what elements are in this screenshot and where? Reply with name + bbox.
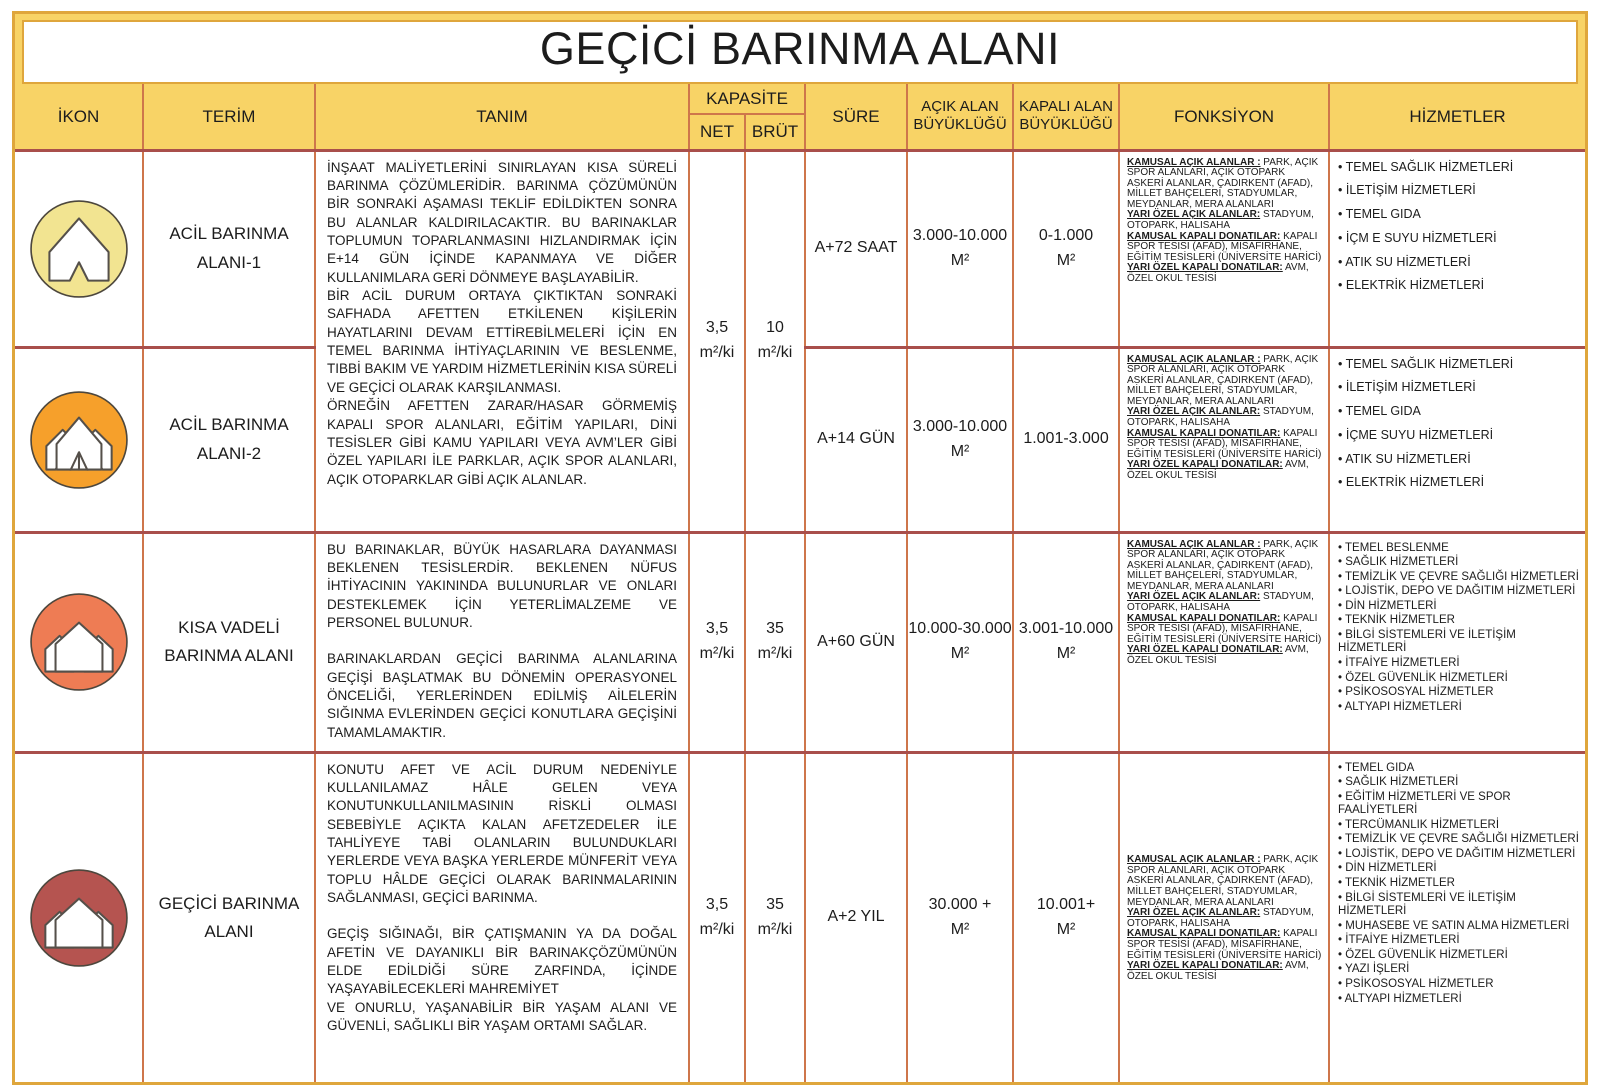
table-frame (12, 11, 1588, 1085)
function-category-text: KAPALI SPOR TESİSİ (AFAD), MİSAFİRHANE, EĞİTİM TESİSLERİ (ÜNİVERSİTE HARİCİ) (1127, 928, 1322, 961)
houses-icon (28, 591, 130, 693)
open-area-cell: 3.000-10.000 M² (907, 150, 1013, 347)
definition-paragraph: ÖRNEĞİN AFETTEN ZARAR/HASAR GÖRMEMİŞ KAPALI SPOR ALANLARI, EĞİTİM YAPILARI, DİNİ TESİSLER GİBİ KAMU YAPILARI VEYA AVM’LER GİBİ ÖZEL YAPILARI İLE PARKLAR, AÇIK SPOR ALANLARI, AÇIK OTOPARKLAR GİBİ AÇIK ALANLAR. (327, 398, 677, 487)
table-row (15, 532, 1585, 752)
closed-area-cell: 3.001-10.000 M² (1013, 532, 1119, 752)
icon-cell (15, 347, 143, 532)
function-category-text: PARK, AÇIK SPOR ALANLARI, AÇIK OTOPARK ASKERİ ALANLAR, ÇADIRKENT (AFAD), MİLLET BAHÇELERİ, STADYUMLAR, MEYDANLAR, MERA ALANLARI (1127, 854, 1319, 908)
function-category-text: STADYUM, OTOPARK, HALISAHA (1127, 907, 1314, 929)
definition-paragraph: VE ONURLU, YAŞANABİLİR BİR YAŞAM ALANI VE GÜVENLİ, SAĞLIKLI BİR YAŞAM ORTAMI SAĞLAR. (327, 999, 677, 1034)
service-item: • SAĞLIK HİZMETLERİ (1338, 556, 1579, 570)
service-item: • YAZI İŞLERİ (1338, 963, 1579, 977)
service-item: • LOJİSTİK, DEPO VE DAĞITIM HİZMETLERİ (1338, 848, 1579, 862)
term-cell (143, 532, 315, 752)
function-cell (1119, 532, 1329, 752)
definition-cell (315, 532, 689, 752)
col-header-acik-alan: AÇIK ALAN BÜYÜKLÜĞÜ (907, 84, 1013, 150)
function-cell (1119, 347, 1329, 532)
col-header-fonksiyon: FONKSİYON (1119, 84, 1329, 150)
function-category-label: KAMUSAL AÇIK ALANLAR : (1127, 156, 1261, 168)
service-item: • İLETİŞİM HİZMETLERİ (1338, 183, 1579, 198)
service-item: • PSİKOSOSYAL HİZMETLER (1338, 978, 1579, 992)
service-item: • DİN HİZMETLERİ (1338, 862, 1579, 876)
function-category-label: YARI ÖZEL AÇIK ALANLAR: (1127, 907, 1261, 919)
services-cell (1329, 347, 1585, 532)
shelter-table (15, 84, 1585, 1082)
function-category-label: KAMUSAL AÇIK ALANLAR : (1127, 353, 1261, 365)
service-item: • EĞİTİM HİZMETLERİ VE SPOR FAALİYETLERİ (1338, 791, 1579, 818)
term-cell (143, 150, 315, 347)
term-label: ACİL BARINMA ALANI-1 (169, 224, 289, 272)
definition-paragraph: BİR ACİL DURUM ORTAYA ÇIKTIKTAN SONRAKİ SAFHADA AFETTEN ETKİLENEN KİŞİLERİN HAYATLARINI DEVAM ETTİREBİLMELERİ İÇİN EN TEMEL BARINMA İHTİYAÇLARININ VE BESLENME, TIBBİ BAKIM VE YARDIM HİZMETLERİNİN KISA SÜRELİ VE GEÇİCİ OLARAK KARŞILANMASI. (327, 288, 677, 395)
net-cell: 3,5 m²/ki (689, 752, 745, 1082)
function-category-text: AVM, ÖZEL OKUL TESİSİ (1127, 960, 1309, 982)
col-header-ikon: İKON (15, 84, 143, 150)
service-item: • TEKNİK HİZMETLER (1338, 614, 1579, 628)
table-row (15, 752, 1585, 1082)
function-category-label: KAMUSAL KAPALI DONATILAR: (1127, 230, 1281, 242)
col-header-net: NET (689, 114, 745, 150)
service-item: • MUHASEBE VE SATIN ALMA HİZMETLERİ (1338, 920, 1579, 934)
houses-icon (28, 867, 130, 969)
service-item: • TEMEL GIDA (1338, 404, 1579, 419)
duration-cell: A+72 SAAT (805, 150, 907, 347)
definition-paragraph: İNŞAAT MALİYETLERİNİ SINIRLAYAN KISA SÜRELİ BARINMA ÇÖZÜMLERİDİR. BARINMA ÇÖZÜMÜNÜN BİR SONRAKİ AŞAMASI TEKLİF EDİLDİKTEN SONRA BU ALANLAR KALDIRILACAKTIR. BU BARINAKLAR TOPLUMUN TOPARLANMASINI HIZLANDIRMAK İÇİN E+14 GÜN İÇİNDE KAPANMAYA VE DİĞER KULLANIMLARA GERİ DÖNMEYE BAŞLAYABİLİR. (327, 159, 677, 285)
icon-cell (15, 532, 143, 752)
function-category-text: STADYUM, OTOPARK, HALISAHA (1127, 209, 1314, 232)
service-item: • ELEKTRİK HİZMETLERİ (1338, 278, 1579, 293)
service-item: • SAĞLIK HİZMETLERİ (1338, 776, 1579, 790)
function-category-label: KAMUSAL AÇIK ALANLAR : (1127, 854, 1261, 866)
function-category-text: PARK, AÇIK SPOR ALANLARI, AÇIK OTOPARK ASKERİ ALANLAR, ÇADIRKENT (AFAD), MİLLET BAHÇELERİ, STADYUMLAR, MEYDANLAR, MERA ALANLARI (1127, 538, 1319, 592)
brut-cell: 10 m²/ki (745, 150, 805, 532)
icon-cell (15, 150, 143, 347)
service-item: • TEMEL GIDA (1338, 207, 1579, 222)
function-category-text: KAPALI SPOR TESİSİ (AFAD), MİSAFİRHANE, EĞİTİM TESİSLERİ (ÜNİVERSİTE HARİCİ) (1127, 612, 1322, 645)
function-category-label: YARI ÖZEL AÇIK ALANLAR: (1127, 406, 1261, 418)
services-cell (1329, 752, 1585, 1082)
net-cell: 3,5 m²/ki (689, 150, 745, 532)
title-band (15, 14, 1585, 84)
function-category-text: AVM, ÖZEL OKUL TESİSİ (1127, 459, 1309, 482)
function-category-label: YARI ÖZEL KAPALI DONATILAR: (1127, 459, 1283, 471)
net-cell: 3,5 m²/ki (689, 532, 745, 752)
col-header-sure: SÜRE (805, 84, 907, 150)
service-item: • ÖZEL GÜVENLİK HİZMETLERİ (1338, 672, 1579, 686)
function-category-label: YARI ÖZEL AÇIK ALANLAR: (1127, 591, 1261, 603)
term-cell (143, 347, 315, 532)
service-item: • DİN HİZMETLERİ (1338, 600, 1579, 614)
service-item: • ATIK SU HİZMETLERİ (1338, 452, 1579, 467)
function-cell (1119, 752, 1329, 1082)
open-area-cell: 3.000-10.000 M² (907, 347, 1013, 532)
header-row (15, 84, 1585, 114)
function-category-label: YARI ÖZEL AÇIK ALANLAR: (1127, 209, 1261, 221)
service-item: • ATIK SU HİZMETLERİ (1338, 255, 1579, 270)
service-item: • TEMİZLİK VE ÇEVRE SAĞLIĞI HİZMETLERİ (1338, 833, 1579, 847)
col-header-terim: TERİM (143, 84, 315, 150)
service-item: • TERCÜMANLIK HİZMETLERİ (1338, 819, 1579, 833)
function-category-label: KAMUSAL AÇIK ALANLAR : (1127, 538, 1261, 550)
function-category-label: KAMUSAL KAPALI DONATILAR: (1127, 612, 1281, 624)
service-item: • BİLGİ SİSTEMLERİ VE İLETİŞİM HİZMETLERİ (1338, 892, 1579, 919)
service-item: • ELEKTRİK HİZMETLERİ (1338, 475, 1579, 490)
function-category-text: AVM, ÖZEL OKUL TESİSİ (1127, 262, 1309, 285)
service-item: • TEMEL SAĞLIK HİZMETLERİ (1338, 357, 1579, 372)
col-header-kapali-alan: KAPALI ALAN BÜYÜKLÜĞÜ (1013, 84, 1119, 150)
service-item: • İTFAİYE HİZMETLERİ (1338, 657, 1579, 671)
service-item: • TEMEL BESLENME (1338, 542, 1579, 556)
function-category-label: YARI ÖZEL KAPALI DONATILAR: (1127, 262, 1283, 274)
function-category-label: YARI ÖZEL KAPALI DONATILAR: (1127, 960, 1283, 972)
service-item: • İLETİŞİM HİZMETLERİ (1338, 380, 1579, 395)
definition-cell (315, 752, 689, 1082)
definition-paragraph: KONUTU AFET VE ACİL DURUM NEDENİYLE KULLANILAMAZ HÂLE GELEN VEYA KONUTUNKULLANILMASININ RİSKLİ OLMASI SEBEBİYLE AÇIKTA KALAN AFETZEDELER İLE TAHLİYEYE TABİ OLANLARIN BULUNDUKLARI YERLERDE VEYA BAŞKA YERLERDE MÜNFERİT VEYA TOPLU HÂLDE GEÇİCİ OLARAK BARINMALARININ SAĞLANMASI, GEÇİCİ BARINMA. (327, 761, 677, 906)
definition-cell (315, 150, 689, 532)
duration-cell: A+2 YIL (805, 752, 907, 1082)
three-tents-icon (28, 389, 130, 491)
definition-paragraph: BARINAKLARDAN GEÇİCİ BARINMA ALANLARINA GEÇİŞİ BAŞLATMAK BU DÖNEMİN OPERASYONEL ÖNCELİĞİ, YERLERİNDEN EDİLMİŞ AİLELERİN SIĞINMA EVLERİNDEN GEÇİCİ KONUTLARA GEÇİŞİNİ TAMAMLAMAKTIR. (327, 651, 677, 740)
function-category-text: PARK, AÇIK SPOR ALANLARI, AÇIK OTOPARK ASKERİ ALANLAR, ÇADIRKENT (AFAD), MİLLET BAHÇELERİ, STADYUMLAR, MEYDANLAR, MERA ALANLARI (1127, 156, 1319, 210)
open-area-cell: 10.000-30.000 M² (907, 532, 1013, 752)
col-header-kapasite: KAPASİTE (689, 84, 805, 114)
col-header-hizmetler: HİZMETLER (1329, 84, 1585, 150)
services-cell (1329, 150, 1585, 347)
col-header-brut: BRÜT (745, 114, 805, 150)
function-category-text: KAPALI SPOR TESİSİ (AFAD), MİSAFİRHANE, EĞİTİM TESİSLERİ (ÜNİVERSİTE HARİCİ) (1127, 230, 1322, 263)
service-item: • TEMEL SAĞLIK HİZMETLERİ (1338, 160, 1579, 175)
definition-paragraph: GEÇİŞ SIĞINAĞI, BİR ÇATIŞMANIN YA DA DOĞAL AFETİN VE DAYANIKLI BİR BARINAKÇÖZÜMÜNÜN ELDE EDİLDİĞİ SÜRE ZARFINDA, İÇİNDE YAŞAYABİLECEKLERİ MAHREMİYET (327, 926, 677, 997)
service-item: • İÇM E SUYU HİZMETLERİ (1338, 231, 1579, 246)
services-cell (1329, 532, 1585, 752)
service-item: • İTFAİYE HİZMETLERİ (1338, 934, 1579, 948)
term-label: ACİL BARINMA ALANI-2 (169, 415, 289, 463)
duration-cell: A+14 GÜN (805, 347, 907, 532)
function-category-label: YARI ÖZEL KAPALI DONATILAR: (1127, 644, 1283, 656)
function-category-text: PARK, AÇIK SPOR ALANLARI, AÇIK OTOPARK ASKERİ ALANLAR, ÇADIRKENT (AFAD), MİLLET BAHÇELERİ, STADYUMLAR, MEYDANLAR, MERA ALANLARI (1127, 353, 1319, 407)
term-label: KISA VADELİ BARINMA ALANI (164, 617, 294, 665)
icon-cell (15, 752, 143, 1082)
function-category-label: KAMUSAL KAPALI DONATILAR: (1127, 427, 1281, 439)
open-area-cell: 30.000 + M² (907, 752, 1013, 1082)
function-cell (1119, 150, 1329, 347)
term-label: GEÇİCİ BARINMA ALANI (158, 893, 300, 941)
services-list (1338, 762, 1579, 1007)
service-item: • ALTYAPI HİZMETLERİ (1338, 993, 1579, 1007)
function-category-label: KAMUSAL KAPALI DONATILAR: (1127, 928, 1281, 940)
service-item: • LOJİSTİK, DEPO VE DAĞITIM HİZMETLERİ (1338, 585, 1579, 599)
service-item: • TEMEL GIDA (1338, 762, 1579, 776)
service-item: • ALTYAPI HİZMETLERİ (1338, 701, 1579, 715)
term-cell (143, 752, 315, 1082)
services-list (1338, 357, 1579, 491)
col-header-tanim: TANIM (315, 84, 689, 150)
table-row (15, 150, 1585, 347)
service-item: • İÇME SUYU HİZMETLERİ (1338, 428, 1579, 443)
duration-cell: A+60 GÜN (805, 532, 907, 752)
services-list (1338, 160, 1579, 294)
service-item: • BİLGİ SİSTEMLERİ VE İLETİŞİM HİZMETLERİ (1338, 629, 1579, 656)
single-tent-icon (28, 198, 130, 300)
function-category-text: STADYUM, OTOPARK, HALISAHA (1127, 406, 1314, 429)
function-category-text: STADYUM, OTOPARK, HALISAHA (1127, 591, 1314, 614)
brut-cell: 35 m²/ki (745, 752, 805, 1082)
page-title: GEÇİCİ BARINMA ALANI (22, 20, 1578, 84)
services-list (1338, 542, 1579, 715)
closed-area-cell: 1.001-3.000 (1013, 347, 1119, 532)
function-category-text: KAPALI SPOR TESİSİ (AFAD), MİSAFİRHANE, EĞİTİM TESİSLERİ (ÜNİVERSİTE HARİCİ) (1127, 427, 1322, 460)
brut-cell: 35 m²/ki (745, 532, 805, 752)
closed-area-cell: 10.001+ M² (1013, 752, 1119, 1082)
service-item: • TEKNİK HİZMETLER (1338, 877, 1579, 891)
closed-area-cell: 0-1.000 M² (1013, 150, 1119, 347)
function-category-text: AVM, ÖZEL OKUL TESİSİ (1127, 644, 1309, 667)
service-item: • TEMİZLİK VE ÇEVRE SAĞLIĞI HİZMETLERİ (1338, 571, 1579, 585)
definition-paragraph: BU BARINAKLAR, BÜYÜK HASARLARA DAYANMASI BEKLENEN TESİSLERDİR. BEKLENEN NÜFUS İHTİYACININ YAKININDA BULUNURLAR VE ONLARI DESTEKLEMEK İÇİN YETERLİMALZEME VE PERSONEL BULUNUR. (327, 541, 677, 630)
service-item: • PSİKOSOSYAL HİZMETLER (1338, 686, 1579, 700)
service-item: • ÖZEL GÜVENLİK HİZMETLERİ (1338, 949, 1579, 963)
